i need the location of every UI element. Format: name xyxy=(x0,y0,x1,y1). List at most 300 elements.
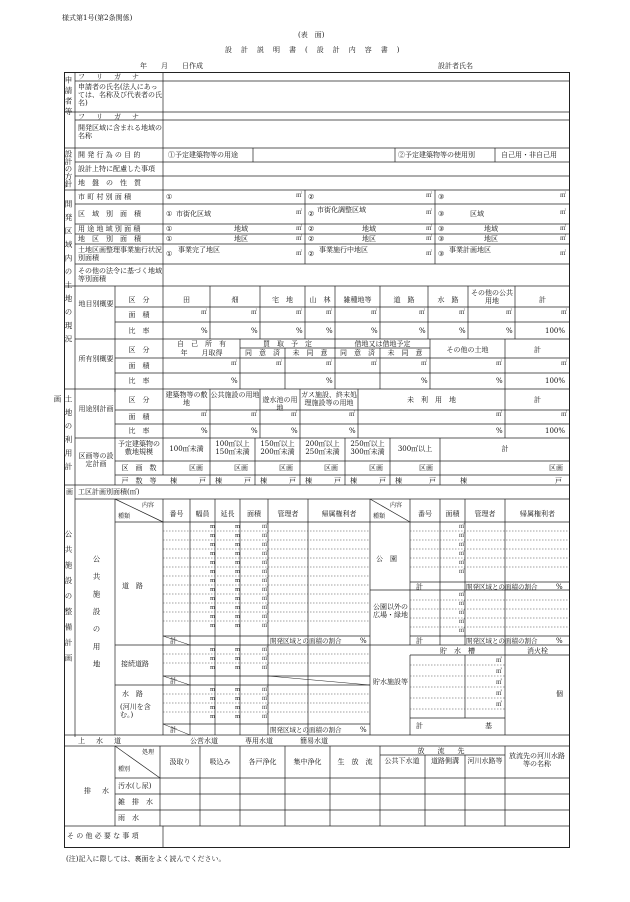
purpose-option-1: ①予定建築物等の用途 xyxy=(168,151,238,159)
unit-mark: m xyxy=(210,714,216,720)
col-each-purify: 各戸浄化 xyxy=(248,758,277,766)
purpose-option-3: 自己用・非自己用 xyxy=(501,151,557,159)
unit-mark: m xyxy=(235,533,241,539)
lots-group-label: 画 xyxy=(66,488,73,496)
pct-unit: % xyxy=(251,427,258,435)
pct-unit: % xyxy=(326,327,333,335)
unit-mark: ㎡ xyxy=(459,551,465,557)
unit-mark: m xyxy=(210,533,216,539)
unit-mark: m xyxy=(210,578,216,584)
form-number: 様式第1号(第2条関係) xyxy=(62,14,133,22)
m2-unit: ㎡ xyxy=(326,360,333,367)
m2-unit: ㎡ xyxy=(296,209,303,216)
lot-col-6: 300㎡以上 xyxy=(397,445,433,453)
m2-unit: ㎡ xyxy=(296,235,303,242)
pct-unit: % xyxy=(371,327,378,335)
unit-mark: m xyxy=(210,705,216,711)
n2-mark: ② xyxy=(308,235,315,243)
unit-mark: ㎡ xyxy=(459,601,465,607)
readjust-label: 土地区画整理事業施行状況別面積 xyxy=(78,246,162,262)
ground-label: 地 盤 の 性 質 xyxy=(78,179,141,187)
col-gutter: 道路側溝 xyxy=(431,757,459,765)
col-pump: 汲取り xyxy=(169,758,191,766)
head-naiyou: 内容 xyxy=(390,502,403,509)
m2-unit: ㎡ xyxy=(276,360,283,367)
design-consider-label: 設計上特に配慮した事項 xyxy=(78,165,155,173)
count-unit: 区画 xyxy=(419,464,433,472)
unit-mark: m xyxy=(235,687,241,693)
col-paddy: 田 xyxy=(183,296,190,304)
hiritsu-label: 比 率 xyxy=(128,327,150,335)
col-total: 計 xyxy=(539,296,546,304)
ratio-label: 開発区域との面積の割合 xyxy=(270,637,342,645)
m2-unit: ㎡ xyxy=(371,360,378,367)
m2-unit: ㎡ xyxy=(419,309,426,316)
use-area-label: 用 途 地 域 別 面 積 xyxy=(78,225,141,233)
unit-mark: ㎡ xyxy=(262,587,268,593)
unit-mark: ㎡ xyxy=(262,623,268,629)
pct-unit: % xyxy=(349,427,356,435)
unit-mark: ㎡ xyxy=(262,542,268,548)
unit-mark: ㎡ xyxy=(459,533,465,539)
unit-mark: ㎡ xyxy=(459,610,465,616)
m3-unit: ㎥ xyxy=(496,690,503,697)
menseki-label: 面 積 xyxy=(128,362,150,370)
menseki-label: 面 積 xyxy=(128,413,150,421)
unit-mark: m xyxy=(235,578,241,584)
unit-mark: m xyxy=(210,647,216,653)
lot-col-2: 100㎡以上150㎡未満 xyxy=(215,440,250,456)
unit-mark: m xyxy=(210,560,216,566)
unit-mark: ㎡ xyxy=(262,614,268,620)
house-unit-bldg: 棟 xyxy=(170,477,177,485)
m2-unit: ㎡ xyxy=(349,411,356,418)
m2-unit: ㎡ xyxy=(296,192,303,199)
other-law-label: その他の法令に基づく地域等別面積 xyxy=(78,267,162,283)
unit-mark: ㎡ xyxy=(459,542,465,548)
water-label: 上 水 道 xyxy=(78,737,123,745)
m2-unit: ㎡ xyxy=(251,309,258,316)
furigana-label-1: フ リ ガ ナ xyxy=(78,73,141,81)
col-field: 畑 xyxy=(231,296,239,304)
unit-mark: ㎡ xyxy=(262,596,268,602)
other-land: その他の土地 xyxy=(446,346,489,354)
city-area-label: 市 町 村 別 面 積 xyxy=(78,193,132,201)
plaza-label: 公園以外の広場・緑地 xyxy=(373,603,408,619)
m2-unit: ㎡ xyxy=(201,411,208,418)
col-pond-site: 遊水池の用地 xyxy=(262,396,298,412)
drain-process: 処理 xyxy=(142,749,155,756)
col-central-purify: 集中浄化 xyxy=(293,758,322,766)
pct-unit: % xyxy=(201,327,208,335)
unit-mark: m xyxy=(210,569,216,575)
count-unit: 区画 xyxy=(189,464,203,472)
hiritsu-label: 比 率 xyxy=(128,377,150,385)
col-sewer: 公共下水道 xyxy=(384,757,420,765)
col-road: 道 路 xyxy=(393,296,415,304)
unit-mark: m xyxy=(210,623,216,629)
unit-mark: m xyxy=(235,569,241,575)
unit-mark: ㎡ xyxy=(262,656,268,662)
count-unit: 区画 xyxy=(324,464,338,472)
m2-unit: ㎡ xyxy=(506,309,513,316)
house-unit-door: 戸 xyxy=(429,477,436,485)
pct-unit: % xyxy=(360,726,367,734)
footnote: (注)記入に際しては、裏面をよく読んでください。 xyxy=(66,855,226,863)
col-gas-site: ガス施設、終末処理施設等の用地 xyxy=(301,391,357,407)
unit-mark: m xyxy=(210,524,216,530)
count-unit: 区画 xyxy=(279,464,293,472)
chiiki-label: 地域 xyxy=(484,225,498,233)
unit-mark: m xyxy=(210,596,216,602)
m2-unit: ㎡ xyxy=(421,360,428,367)
unit-mark: ㎡ xyxy=(262,524,268,530)
pct-unit: % xyxy=(496,377,503,385)
waterway-label: 水 路 xyxy=(122,690,143,698)
m3-unit: ㎥ xyxy=(496,668,503,675)
col-length: 延長 xyxy=(220,510,235,518)
house-unit-bldg: 棟 xyxy=(395,477,402,485)
document-title: 設 計 説 明 書 ( 設 計 内 容 書 ) xyxy=(225,46,401,54)
pct-unit: % xyxy=(360,637,367,645)
designer-label: 設計者氏名 xyxy=(438,62,473,70)
m2-unit: ㎡ xyxy=(326,309,333,316)
col-misc: 雑種地等 xyxy=(343,296,372,304)
n1-mark: ① xyxy=(166,235,173,243)
m2-unit: ㎡ xyxy=(296,309,303,316)
lot-col-1: 100㎡未満 xyxy=(169,445,204,453)
m2-unit: ㎡ xyxy=(426,250,433,257)
unit-mark: ㎡ xyxy=(262,533,268,539)
m2-unit: ㎡ xyxy=(561,309,568,316)
m2-unit: ㎡ xyxy=(371,309,378,316)
unit-mark: m xyxy=(235,705,241,711)
unit-mark: ㎡ xyxy=(459,592,465,598)
lot-col-4: 200㎡以上250㎡未満 xyxy=(305,440,340,456)
unit-mark: m xyxy=(235,605,241,611)
pct-unit: % xyxy=(251,327,258,335)
pct-unit: % xyxy=(556,637,563,645)
m3-unit: ㎥ xyxy=(496,679,503,686)
ratio-label: 開発区域との面積の割合 xyxy=(270,726,342,734)
tank-label: 貯 水 槽 xyxy=(440,647,475,655)
kei-label: 計 xyxy=(416,722,423,730)
pct-unit: % xyxy=(506,327,513,335)
n1-mark: ① xyxy=(166,193,173,201)
m2-unit: ㎡ xyxy=(201,309,208,316)
unit-mark: ㎡ xyxy=(262,605,268,611)
kubun-label: 区 分 xyxy=(128,396,150,404)
unit-mark: ㎡ xyxy=(262,714,268,720)
house-unit-bldg: 棟 xyxy=(260,477,267,485)
unit-mark: ㎡ xyxy=(459,560,465,566)
pct-unit: % xyxy=(201,427,208,435)
unit-mark: m xyxy=(235,560,241,566)
m2-unit: ㎡ xyxy=(426,209,433,216)
col-raw: 生 放 流 xyxy=(337,758,373,766)
doing-label: 事業施行中地区 xyxy=(319,246,368,254)
connect-road-label: 接続道路 xyxy=(121,660,149,668)
lease-agreed: 同 意 済 xyxy=(340,349,375,357)
lease-label: 借地又は借地予定 xyxy=(354,340,411,348)
head-shubetsu: 種類 xyxy=(373,513,386,520)
unit-mark: m xyxy=(235,551,241,557)
unit-mark: m xyxy=(235,696,241,702)
lot-col-3: 150㎡以上200㎡未満 xyxy=(260,440,295,456)
house-unit-bldg: 棟 xyxy=(215,477,222,485)
chiiki-label: 地域 xyxy=(234,225,248,233)
unit-mark: m xyxy=(210,542,216,548)
m2-unit: ㎡ xyxy=(426,192,433,199)
water-opt-public: 公営水道 xyxy=(190,737,218,745)
m2-unit: ㎡ xyxy=(231,360,238,367)
unit-mark: m xyxy=(235,656,241,662)
land-category-label: 地目別概要 xyxy=(78,300,114,308)
total-pct: 100% xyxy=(545,327,566,335)
unit-mark: m xyxy=(235,714,241,720)
unit-mark: ㎡ xyxy=(459,628,465,634)
unit-mark: ㎡ xyxy=(262,551,268,557)
drain-label: 排 水 xyxy=(84,787,111,795)
chiku-label: 地区 xyxy=(362,235,376,243)
unit-mark: m xyxy=(235,587,241,593)
furigana-label-2: フ リ ガ ナ xyxy=(78,113,141,121)
row-rain: 雨 水 xyxy=(118,814,139,822)
n1-mark: ① xyxy=(166,225,173,233)
house-unit-bldg: 棟 xyxy=(460,477,467,485)
row-grey: 雑 排 水 xyxy=(118,798,153,806)
n2-mark: ② xyxy=(308,210,315,218)
kei-label: 計 xyxy=(170,726,177,734)
park-label: 公 園 xyxy=(376,555,397,563)
col-forest: 山 林 xyxy=(309,296,331,304)
col-building-site: 建築物等の敷地 xyxy=(165,391,208,407)
unit-mark: ㎡ xyxy=(262,705,268,711)
unit-mark: m xyxy=(210,551,216,557)
col-number: 番号 xyxy=(418,510,432,518)
n2-mark: ② xyxy=(308,250,315,258)
house-unit-bldg: 棟 xyxy=(350,477,357,485)
drain-kind: 種別 xyxy=(118,766,131,773)
col-manager: 管理者 xyxy=(277,510,299,518)
m2-unit: ㎡ xyxy=(496,411,503,418)
col-number: 番号 xyxy=(169,510,184,518)
outflow-label: 放 流 先 xyxy=(417,747,468,755)
count-unit: 区画 xyxy=(369,464,383,472)
unit-mark: m xyxy=(235,647,241,653)
public-group-label: 公共施設の整備計画 xyxy=(64,530,73,670)
m3-unit: ㎥ xyxy=(496,657,503,664)
ko-unit: 個 xyxy=(556,690,563,698)
count-unit: 区画 xyxy=(234,464,248,472)
reservoir-label: 貯水施設等 xyxy=(373,678,408,686)
pct-unit: % xyxy=(496,427,503,435)
applicant-group-label: 申請者等 xyxy=(64,76,73,118)
n3-mark: ③ xyxy=(438,235,445,243)
m2-unit: ㎡ xyxy=(426,225,433,232)
unit-mark: m xyxy=(235,596,241,602)
landuse-group-label: 土地の利用計画 xyxy=(53,395,73,476)
unit-mark: ㎡ xyxy=(459,524,465,530)
unit-mark: m xyxy=(210,696,216,702)
m3-unit: ㎥ xyxy=(496,701,503,708)
unit-mark: m xyxy=(235,623,241,629)
house-unit-bldg: 棟 xyxy=(305,477,312,485)
unit-mark: ㎡ xyxy=(459,619,465,625)
side-label: (表 面) xyxy=(298,31,325,39)
ownership-label: 所有別概要 xyxy=(78,355,114,363)
col-area: 面積 xyxy=(445,510,460,518)
area-group-label: 開発区域内の土地の現況 xyxy=(64,200,73,349)
policy-group-label: 設計の方針 xyxy=(64,150,73,188)
ratio-label: 開発区域との面積の割合 xyxy=(466,637,538,645)
kuiki-label: 区域 xyxy=(470,210,484,218)
m2-unit: ㎡ xyxy=(426,235,433,242)
road-label: 道 路 xyxy=(122,582,143,590)
col-unused: 未 利 用 地 xyxy=(407,396,456,404)
house-unit-door: 戸 xyxy=(555,477,562,485)
pct-unit: % xyxy=(296,327,303,335)
buy-agreed: 同 意 済 xyxy=(245,349,280,357)
area-name-label: 開発区域に含まれる地域の名称 xyxy=(78,124,162,140)
hydrant-label: 消火栓 xyxy=(527,647,548,655)
n2-mark: ② xyxy=(308,193,315,201)
col-manager: 管理者 xyxy=(474,510,496,518)
zone-area-label: 工区計画別面積(㎡) xyxy=(78,488,140,496)
col-public-other: その他の公共用地 xyxy=(471,289,513,305)
unit-mark: ㎡ xyxy=(459,569,465,575)
head-shubetsu: 種類 xyxy=(118,513,131,520)
n2-mark: ② xyxy=(308,225,315,233)
purpose-label: 開 発 行 為 の 目 的 xyxy=(78,151,141,159)
col-total: 計 xyxy=(534,396,541,404)
kei-label: 計 xyxy=(170,677,177,685)
hiritsu-label: 比 率 xyxy=(128,427,150,435)
lot-col-total: 計 xyxy=(501,445,509,453)
own-label: 自 己 所 有 xyxy=(177,340,226,348)
unit-mark: ㎡ xyxy=(262,687,268,693)
other-label: そ の 他 必 要 な 事 項 xyxy=(67,832,139,840)
col-absorb: 吸込み xyxy=(209,758,231,766)
col-owner: 帰属権利者 xyxy=(321,510,357,518)
purpose-option-2: ②予定建築物等の使用別 xyxy=(398,151,475,159)
unit-mark: m xyxy=(235,614,241,620)
head-naiyou: 内容 xyxy=(142,502,155,509)
chiiki-label: 地域 xyxy=(362,225,376,233)
kubun-label: 区 分 xyxy=(128,296,150,304)
water-opt-private: 専用水道 xyxy=(245,737,273,745)
col-owner: 帰属権利者 xyxy=(520,510,555,518)
pct-unit: % xyxy=(459,327,466,335)
date-label: 年 月 日作成 xyxy=(140,62,203,70)
kei-label: 計 xyxy=(416,583,423,591)
col-water: 水 路 xyxy=(437,296,459,304)
applicant-name-label: 申請者の氏名(法人にあっては、名称及び代表者の氏名) xyxy=(78,83,162,107)
n1-mark: ① xyxy=(166,210,173,218)
kei-label: 計 xyxy=(170,637,177,645)
own-sub: 年 月取得 xyxy=(180,349,223,357)
landuse-label: 用途別計画 xyxy=(78,405,114,413)
col-width: 幅員 xyxy=(195,510,210,518)
unit-mark: m xyxy=(235,524,241,530)
lots-label: 区画等の設定計画 xyxy=(78,452,114,468)
m2-unit: ㎡ xyxy=(251,411,258,418)
m2-unit: ㎡ xyxy=(459,309,466,316)
pct-unit: % xyxy=(419,327,426,335)
m2-unit: ㎡ xyxy=(496,360,503,367)
kei-label: 計 xyxy=(416,637,423,645)
m2-unit: ㎡ xyxy=(296,225,303,232)
public-inner-label: 公共施設の用地 xyxy=(92,555,101,678)
house-unit-door: 戸 xyxy=(244,477,251,485)
count-unit: 区画 xyxy=(549,464,563,472)
total-pct: 100% xyxy=(545,377,566,385)
n3-mark: ③ xyxy=(438,193,445,201)
ki-unit: 基 xyxy=(485,722,492,730)
unit-mark: m xyxy=(235,542,241,548)
col-river: 河川水路等 xyxy=(467,757,503,765)
pct-unit: % xyxy=(291,427,298,435)
unit-mark: m xyxy=(210,614,216,620)
col-area: 面積 xyxy=(247,510,261,518)
house-unit-door: 戸 xyxy=(334,477,341,485)
water-opt-simple: 簡易水道 xyxy=(300,737,328,745)
unit-mark: m xyxy=(210,687,216,693)
unit-mark: ㎡ xyxy=(262,665,268,671)
house-unit-door: 戸 xyxy=(379,477,386,485)
houses-label: 戸 数 等 xyxy=(121,477,157,485)
unit-mark: m xyxy=(210,587,216,593)
buy-not-agreed: 未 同 意 xyxy=(292,349,328,357)
m2-unit: ㎡ xyxy=(560,225,567,232)
chiku-label: 地区 xyxy=(484,235,498,243)
district-area-label: 区 域 別 面 積 xyxy=(78,210,141,218)
unit-mark: m xyxy=(210,605,216,611)
m2-unit: ㎡ xyxy=(561,360,568,367)
unit-mark: ㎡ xyxy=(262,569,268,575)
unit-mark: m xyxy=(210,656,216,662)
done-label: 事業完了地区 xyxy=(178,246,220,254)
m2-unit: ㎡ xyxy=(560,192,567,199)
pct-unit: % xyxy=(421,377,428,385)
unit-mark: ㎡ xyxy=(262,560,268,566)
col-residential: 宅 地 xyxy=(272,296,293,304)
m2-unit: ㎡ xyxy=(296,250,303,257)
unit-mark: ㎡ xyxy=(262,696,268,702)
dest-name: 放流先の河川水路等の名称 xyxy=(509,752,565,768)
planned-label: 事業計画地区 xyxy=(449,246,491,254)
pct-unit: % xyxy=(556,583,563,591)
unit-mark: ㎡ xyxy=(262,578,268,584)
unit-mark: m xyxy=(235,665,241,671)
lot-col-5: 250㎡以上300㎡未満 xyxy=(350,440,385,456)
n3-mark: ③ xyxy=(438,210,445,218)
total-label: 計 xyxy=(534,346,541,354)
m2-unit: ㎡ xyxy=(560,250,567,257)
m2-unit: ㎡ xyxy=(560,235,567,242)
waterway-note: (河川を含む。) xyxy=(120,703,151,719)
buy-label: 買 取 予 定 xyxy=(263,340,312,348)
m2-unit: ㎡ xyxy=(560,209,567,216)
urban-label: 市街化区域 xyxy=(176,210,211,218)
lease-not-agreed: 未 同 意 xyxy=(387,349,423,357)
count-label: 区 画 数 xyxy=(121,464,157,472)
total-pct: 100% xyxy=(545,427,566,435)
m2-unit: ㎡ xyxy=(561,411,568,418)
house-unit-door: 戸 xyxy=(289,477,296,485)
chiku-label: 地区 xyxy=(234,235,248,243)
urban-control-label: 市街化調整区域 xyxy=(317,206,366,214)
